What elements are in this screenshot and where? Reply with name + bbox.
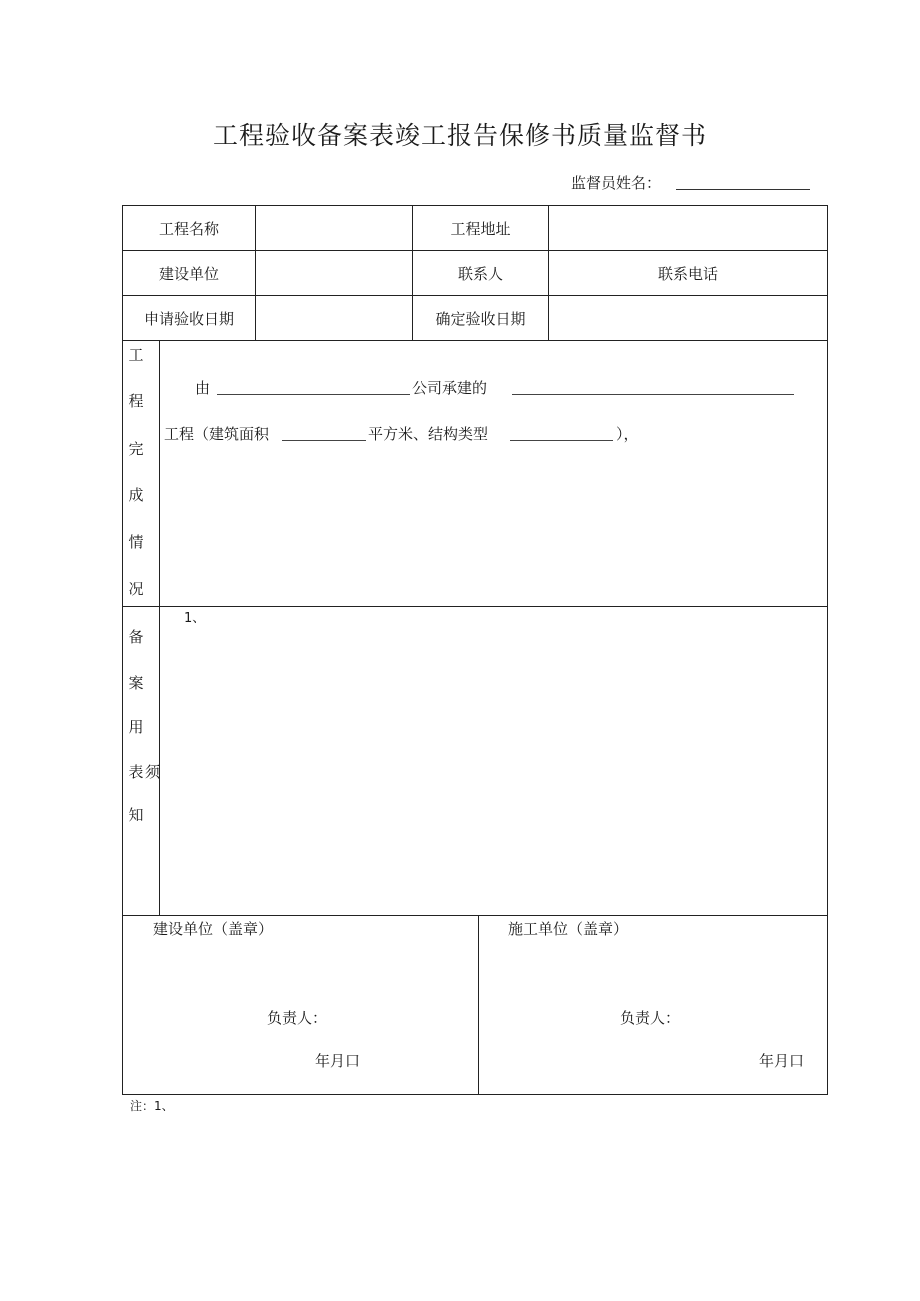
apply-date-field[interactable] — [256, 296, 412, 340]
notice-side-char: 案 — [128, 674, 144, 692]
contact-person-label: 联系人 — [457, 264, 503, 283]
project-name-field[interactable] — [256, 206, 412, 250]
structure-type-field[interactable] — [510, 440, 613, 441]
contact-phone-label: 联系电话 — [657, 264, 718, 283]
notice-side-char: 表 — [128, 763, 144, 781]
project-title-field[interactable] — [512, 394, 794, 395]
completion-end-text: ）， — [616, 425, 639, 443]
confirm-date-label: 确定验收日期 — [435, 309, 526, 328]
completion-side-char: 工 — [128, 346, 144, 364]
completion-area-text: 工程（建筑面积 — [164, 425, 270, 443]
completion-side-char: 成 — [128, 486, 144, 504]
notice-side-char: 知 — [128, 806, 144, 824]
supervisor-name-field[interactable] — [676, 189, 810, 190]
completion-by-text: 由 — [195, 379, 211, 397]
notice-item-1: 1、 — [184, 611, 206, 626]
right-responsible-label: 负责人： — [620, 1009, 681, 1027]
completion-structure-text: 平方米、结构类型 — [368, 425, 489, 443]
notice-side-char: 用 — [128, 718, 144, 736]
confirm-date-field[interactable] — [549, 296, 827, 340]
project-address-field[interactable] — [549, 206, 827, 250]
left-date-label: 年月口 — [315, 1052, 361, 1070]
construction-unit-label: 建设单位 — [158, 264, 219, 283]
completion-side-char: 况 — [128, 580, 144, 598]
page-title: 工程验收备案表竣工报告保修书质量监督书 — [212, 121, 707, 150]
completion-company-text: 公司承建的 — [412, 379, 488, 397]
building-area-field[interactable] — [282, 440, 366, 441]
construction-unit-field[interactable] — [256, 251, 412, 295]
right-date-label: 年月口 — [759, 1052, 805, 1070]
left-seal-title: 建设单位（盖章） — [153, 920, 274, 938]
company-name-field[interactable] — [217, 394, 410, 395]
notice-side-char-extra: 须 — [145, 763, 161, 781]
footnote: 注：1、 — [130, 1099, 174, 1113]
completion-side-char: 情 — [128, 533, 144, 551]
completion-side-char: 程 — [128, 392, 144, 410]
apply-date-label: 申请验收日期 — [143, 309, 234, 328]
project-name-label: 工程名称 — [158, 219, 219, 238]
left-responsible-label: 负责人： — [267, 1009, 328, 1027]
project-address-label: 工程地址 — [450, 219, 511, 238]
completion-side-char: 完 — [128, 440, 144, 458]
supervisor-label: 监督员姓名： — [571, 174, 662, 192]
right-seal-title: 施工单位（盖章） — [508, 920, 629, 938]
notice-side-char: 备 — [128, 628, 144, 646]
